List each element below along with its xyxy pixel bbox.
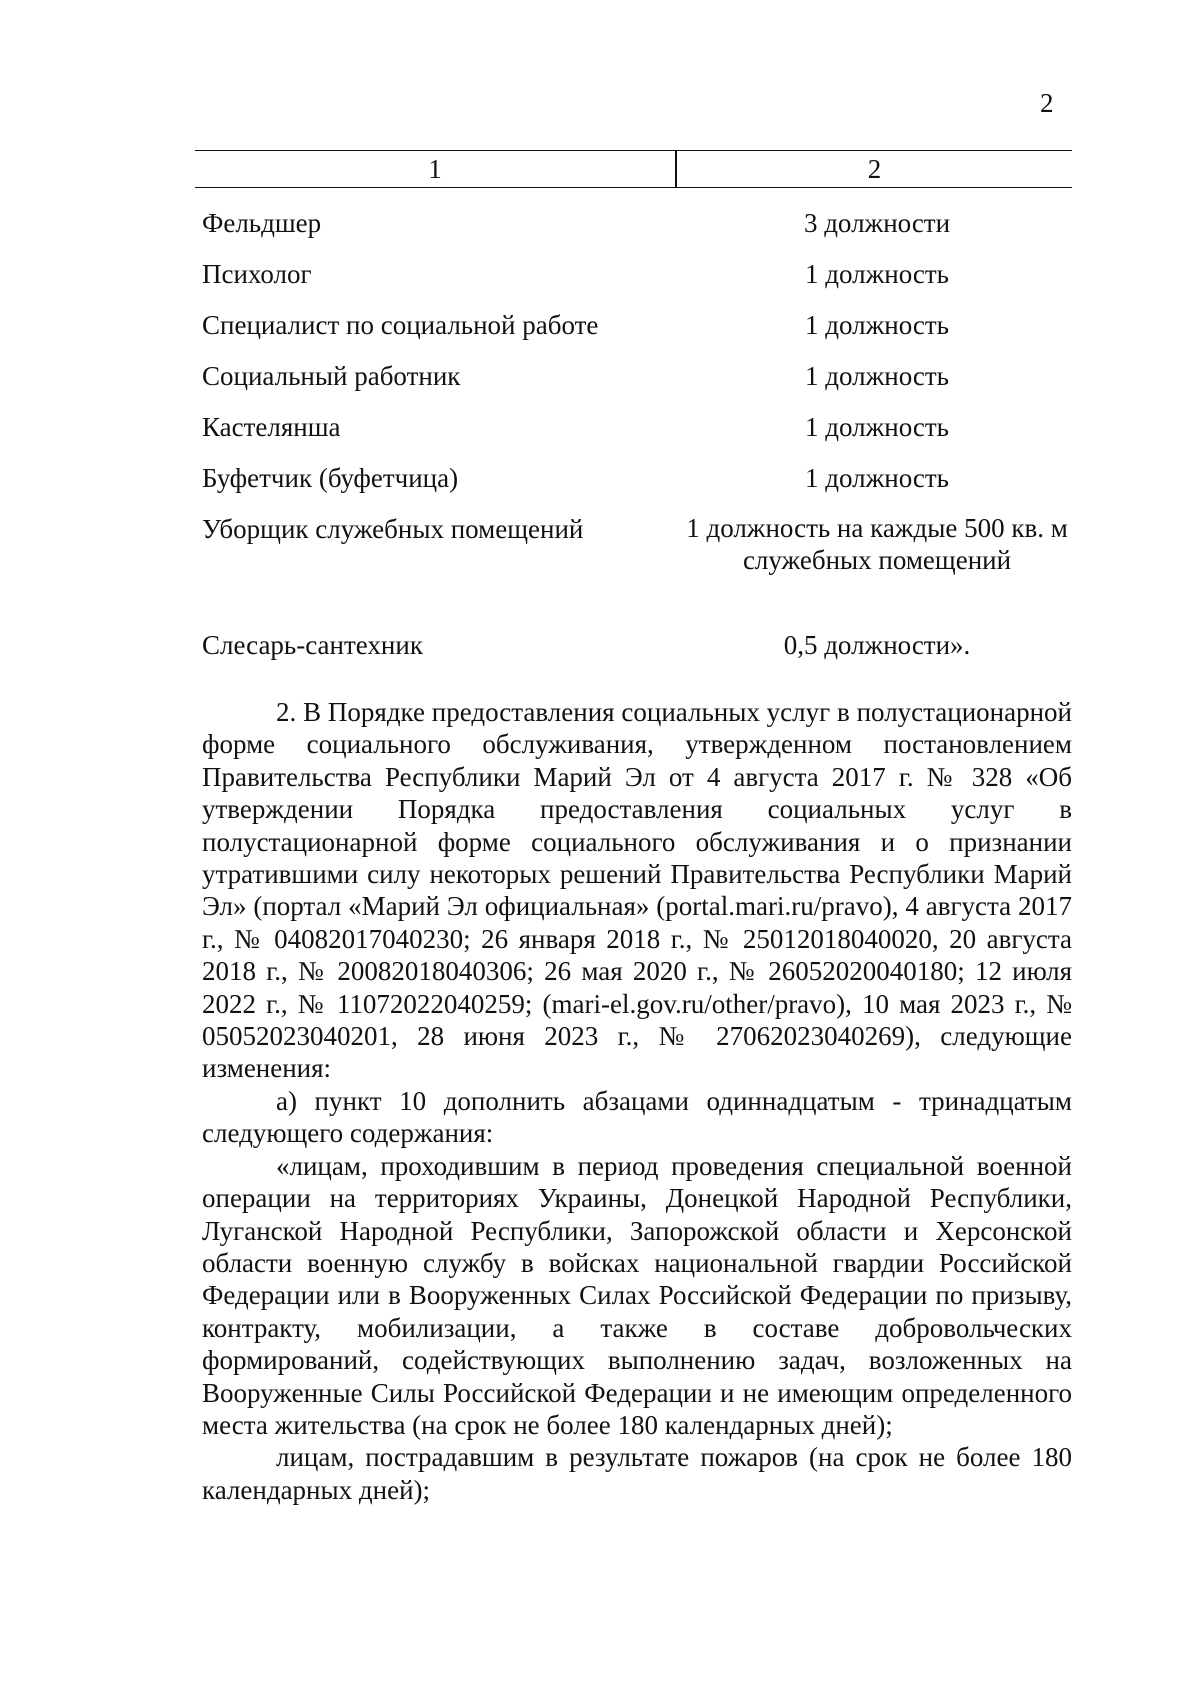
table-header-col-2: 2 (867, 154, 882, 184)
position-name: Слесарь-сантехник (202, 630, 423, 660)
position-name: Кастелянша (202, 412, 341, 442)
position-name: Психолог (202, 259, 312, 289)
table-header-col-1: 1 (428, 154, 442, 184)
page-number: 2 (1040, 88, 1054, 118)
position-count: 1 должность (805, 310, 949, 340)
position-count: 0,5 должности». (783, 630, 971, 660)
paragraph: лицам, пострадавшим в результате пожаров (на срок не более 180 календарных дней); (202, 1442, 1072, 1505)
position-count: 1 должность (805, 412, 949, 442)
position-count: 1 должность (805, 361, 949, 391)
table-header (195, 150, 1072, 188)
position-name: Специалист по социальной работе (202, 310, 599, 340)
position-name: Социальный работник (202, 361, 461, 391)
position-count: 1 должность (805, 259, 949, 289)
position-count: 1 должность на каждые 500 кв. м служебных помещений (686, 513, 1068, 575)
position-name: Буфетчик (буфетчица) (202, 463, 459, 493)
paragraph: 2. В Порядке предоставления социальных услуг в полустационарной форме социального обслуживания, утвержденном постановлением Правительства Республики Марий Эл от 4 августа 2017 г. № 328 «Об утверждении Порядка предоставления социальных услуг в полустационарной форме социального обслуживания и о признании утратившими силу некоторых решений Правительства Республики Марий Эл» (портал «Марий Эл официальная» (portal.mari.ru/pravo), 4 августа 2017 г., № 04082017040230; 26 января 2018 г., № 25012018040020, 20 августа 2018 г., № 20082018040306; 26 мая 2020 г., № 26052020040180; 12 июля 2022 г., № 11072022040259; (mari-el.gov.ru/other/pravo), 10 мая 2023 г., № 05052023040201, 28 июня 2023 г., № 27062023040269), следующие изменения: (202, 697, 1072, 1084)
paragraph: «лицам, проходившим в период проведения специальной военной операции на территориях Украины, Донецкой Народной Республики, Луганской Народной Республики, Запорожской области и Херсонской области военную службу в войсках национальной гвардии Российской Федерации или в Вооруженных Силах Российской Федерации по призыву, контракту, мобилизации, а также в составе добровольческих формирований, содействующих выполнению задач, возложенных на Вооруженные Силы Российской Федерации и не имеющим определенного места жительства (на срок не более 180 календарных дней); (202, 1150, 1072, 1440)
position-count: 3 должности (803, 208, 951, 238)
position-name: Фельдшер (202, 208, 322, 238)
body-text (202, 696, 1072, 1506)
paragraph: а) пункт 10 дополнить абзацами одиннадцатым - тринадцатым следующего содержания: (202, 1085, 1072, 1149)
position-name: Уборщик служебных помещений (202, 514, 584, 544)
position-count: 1 должность (805, 463, 949, 493)
